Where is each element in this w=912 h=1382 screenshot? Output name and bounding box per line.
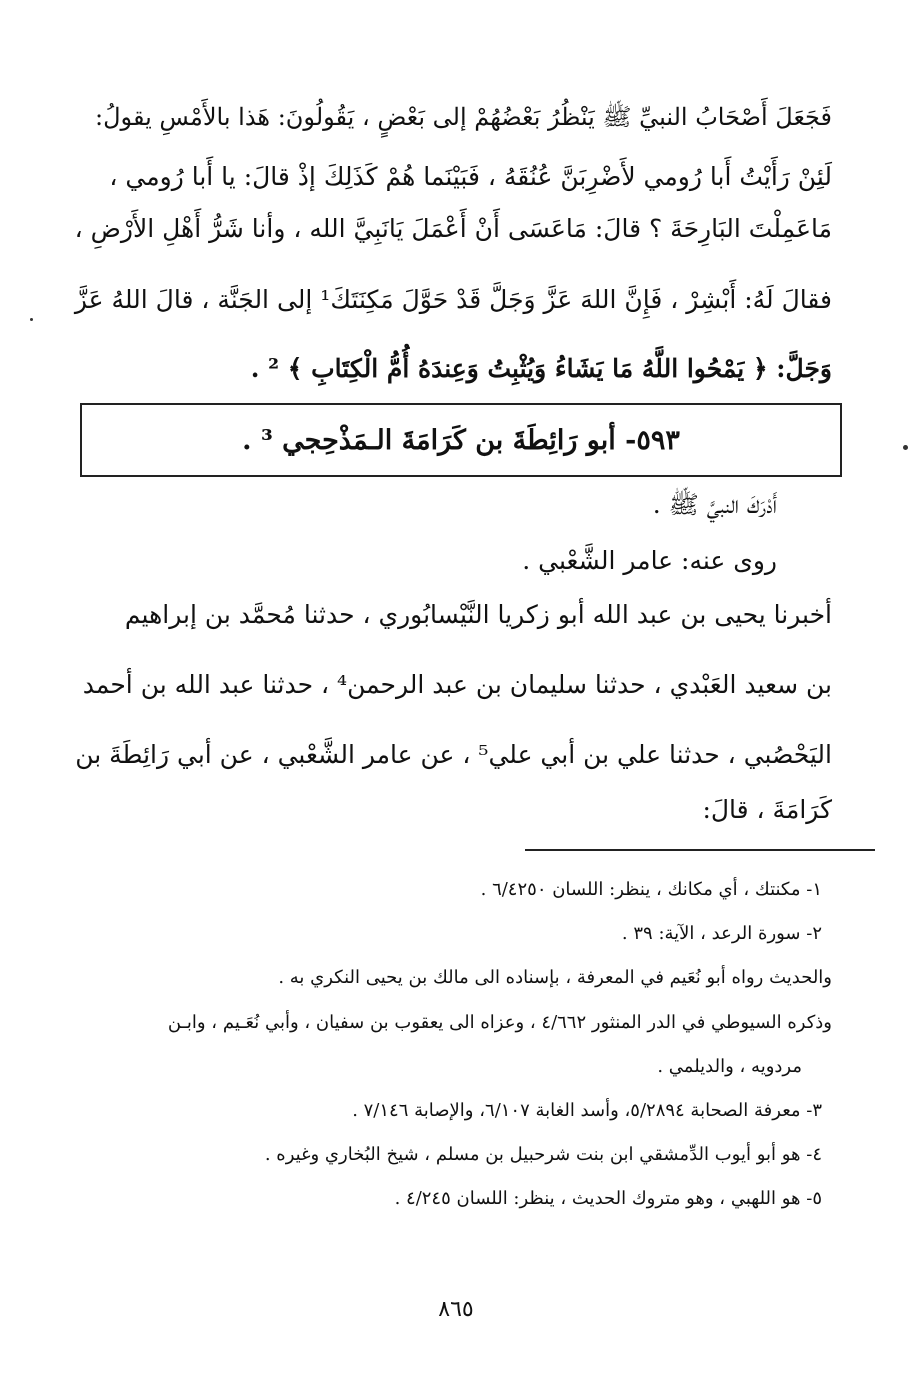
footnote-separator [525,849,875,851]
footnote-2-note-b: وذكره السيوطي في الدر المنثور ٤/٦٦٢ ، وعزاه الى يعقوب بن سفيان ، وأبي نُعَـيم ، وابـن [167,1012,832,1033]
body-line-10: اليَحْصُبي ، حدثنا علي بن أبي علي⁵ ، عن عامر الشَّعْبي ، عن أبي رَائِطَةَ بن [75,740,832,769]
entry-heading-box [80,403,842,477]
footnote-2-note-c: مردويه ، والديلمي . [657,1056,802,1077]
entry-heading: ٥٩٣- أبو رَائِطَةَ بن كَرَامَةَ الـمَذْحِجي ³ . [242,425,680,456]
scan-speck [903,445,908,450]
footnote-1: ١- مكنتك ، أي مكانك ، ينظر: اللسان ٦/٤٢٥٠ . [480,879,822,900]
footnote-2-note-a: والحديث رواه أبو نُعَيم في المعرفة ، بإسناده الى مالك بن يحيى النكري به . [278,967,832,988]
footnote-5: ٥- هو اللهبي ، وهو متروك الحديث ، ينظر: اللسان ٤/٢٤٥ . [394,1188,822,1209]
footnote-4: ٤- هو أبو أيوب الدِّمشقي ابن بنت شرحبيل بن مسلم ، شيخ البُخاري وغيره . [264,1144,822,1165]
scan-speck [30,318,33,321]
body-line-1: فَجَعَلَ أَصْحَابُ النبيِّ ﷺ يَنْظُرُ بَعْضُهُمْ إلى بَعْضٍ ، يَقُولُونَ: هَذا بالأَمْسِ يقولُ: [95,103,832,131]
page-number: ٨٦٥ [438,1297,474,1322]
footnote-3: ٣- معرفة الصحابة ٥/٢٨٩٤، وأسد الغابة ٦/١٠٧، والإصابة ٧/١٤٦ . [352,1100,822,1121]
body-line-11: كَرَامَةَ ، قالَ: [702,795,832,824]
body-line-6: أَدْرَكَ النبيَّ ﷺ . [652,490,777,519]
body-line-8: أخبرنا يحيى بن عبد الله أبو زكريا النَّيْسابُوري ، حدثنا مُحمَّد بن إبراهيم [124,600,832,629]
body-line-9: بن سعيد العَبْدي ، حدثنا سليمان بن عبد الرحمن⁴ ، حدثنا عبد الله بن أحمد [82,670,832,699]
body-line-7: روى عنه: عامر الشَّعْبي . [522,546,777,575]
footnote-2: ٢- سورة الرعد ، الآية: ٣٩ . [621,923,822,944]
body-line-4: فقالَ لَهُ: أَبْشِرْ ، فَإِنَّ اللهَ عَزَّ وَجَلَّ قَدْ حَوَّلَ مَكِنَتَكَ¹ إلى الجَنَّة ، قالَ اللهُ عَزَّ [74,285,832,314]
quran-verse-line: وَجَلَّ: ﴿ يَمْحُوا اللَّهُ مَا يَشَاءُ وَيُثْبِتُ وَعِندَهُ أُمُّ الْكِتَابِ ﴾ ² . [250,354,832,383]
body-line-3: مَاعَمِلْتَ البَارِحَةَ ؟ قالَ: مَاعَسَى أَنْ أَعْمَلَ يَانَبِيَّ الله ، وأنا شَرُّ أَهْلِ الأَرْضِ ، [74,214,832,243]
body-line-2: لَئِنْ رَأَيْتُ أَبا رُومي لأَضْرِبَنَّ عُنُقَهُ ، فَبَيْنَما هُمْ كَذَلِكَ إذْ قالَ: يا أَبا رُومي ، [109,162,832,191]
